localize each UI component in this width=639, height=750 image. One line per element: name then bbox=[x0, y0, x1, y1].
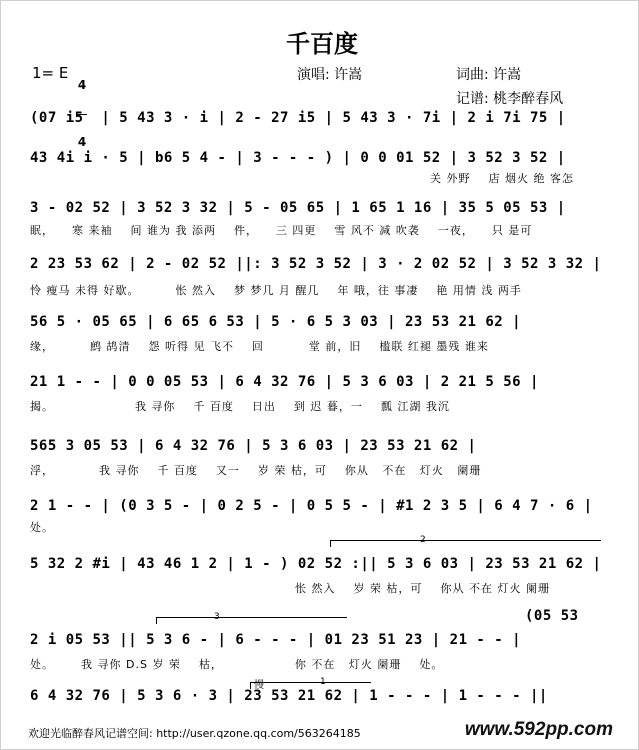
footer-link-text: 欢迎光临醉春风记谱空间: http://user.qzone.qq.com/563264185 bbox=[28, 727, 361, 740]
song-title: 千百度 bbox=[286, 29, 358, 58]
volta-number-3: 3 bbox=[214, 612, 220, 622]
lyrics-line-8: 处。 bbox=[30, 521, 54, 534]
key-signature: 1= E bbox=[32, 64, 69, 82]
lyrics-line-3: 眠， 寒 来袖 间 谁为 我 添两 件， 三 四更 雪 风不 减 吹袭 一夜， 只 是可 bbox=[30, 224, 533, 237]
staff-line-2: 43 4i i · 5 | b6 5 4 - | 3 - - - ) | 0 0 01 52 | 3 52 3 52 | bbox=[30, 150, 566, 166]
staff-line-5: 56 5 · 05 65 | 6 65 6 53 | 5 · 6 5 3 03 | 23 53 21 62 | bbox=[30, 314, 522, 330]
volta-number-2: 2 bbox=[420, 535, 426, 545]
site-logo: www.592pp.com bbox=[464, 719, 613, 740]
staff-line-1: (07 i5 | 5 43 3 · i | 2 - 27 i5 | 5 43 3 · 7i | 2 i 7i 75 | bbox=[30, 110, 566, 126]
staff-line-8: 2 1 - - | (0 3 5 - | 0 2 5 - | 0 5 5 - | #1 2 3 5 | 6 4 7 · 6 | bbox=[30, 498, 593, 514]
lyrics-line-9: 怅 然入 岁 荣 枯，可 你从 不在 灯火 阑珊 bbox=[295, 582, 550, 595]
volta-bracket-3 bbox=[156, 617, 347, 624]
staff-line-10: 2 i 05 53 || 5 3 6 - | 6 - - - | 01 23 51 23 | 21 - - | bbox=[30, 632, 522, 648]
staff-line-4: 2 23 53 62 | 2 - 02 52 ||: 3 52 3 52 | 3 · 2 02 52 | 3 52 3 32 | bbox=[30, 256, 602, 272]
lyrics-line-4: 怜 瘦马 未得 好歇。 怅 然入 梦 梦几 月 醒几 年 哦，往 事凄 艳 用情 浅 两手 bbox=[30, 284, 522, 297]
lyrics-line-7: 浮， 我 寻你 千 百度 又一 岁 荣 枯，可 你从 不在 灯火 阑珊 bbox=[30, 464, 482, 477]
time-signature bbox=[77, 58, 87, 159]
volta-number-1: 1 bbox=[320, 677, 326, 687]
staff-line-9: 5 32 2 #i | 43 46 1 2 | 1 - ) 02 52 :|| 5 3 6 03 | 23 53 21 62 | bbox=[30, 556, 602, 572]
lyrics-line-5: 缘， 鹧 鸪清 怨 听得 见 飞不 回 堂 前，旧 槛联 红褪 墨残 谁来 bbox=[30, 340, 489, 353]
pickup-notes: (05 53 bbox=[525, 608, 579, 624]
lyrics-line-10: 处。 我 寻你 D.S 岁 荣 枯， 你 不在 灯火 阑珊 处。 bbox=[30, 658, 444, 671]
lyrics-line-2: 关 外野 店 烟火 绝 客怎 bbox=[430, 172, 574, 185]
staff-line-6: 21 1 - - | 0 0 05 53 | 6 4 32 76 | 5 3 6 03 | 2 21 5 56 | bbox=[30, 374, 539, 390]
meter-top: 4 bbox=[77, 78, 87, 92]
staff-line-11: 6 4 32 76 | 5 3 6 · 3 | 23 53 21 62 | 1 - - - | 1 - - - || bbox=[30, 688, 548, 704]
staff-line-7: 565 3 05 53 | 6 4 32 76 | 5 3 6 03 | 23 53 21 62 | bbox=[30, 438, 477, 454]
volta-bracket-2 bbox=[330, 540, 601, 547]
staff-line-3: 3 - 02 52 | 3 52 3 32 | 5 - 05 65 | 1 65 1 16 | 35 5 05 53 | bbox=[30, 200, 566, 216]
meter-bottom: 4 bbox=[77, 135, 87, 149]
singer-credit: 演唱: 许嵩 bbox=[297, 67, 363, 83]
transcriber-credit: 记谱: 桃李醉春风 bbox=[456, 91, 564, 107]
lyrics-line-6: 揭。 我 寻你 千 百度 日出 到 迟 暮，一 瓢 江湖 我沉 bbox=[30, 400, 450, 413]
composer-credit: 词曲: 许嵩 bbox=[456, 67, 522, 83]
tempo-mark: 慢 bbox=[254, 680, 264, 691]
